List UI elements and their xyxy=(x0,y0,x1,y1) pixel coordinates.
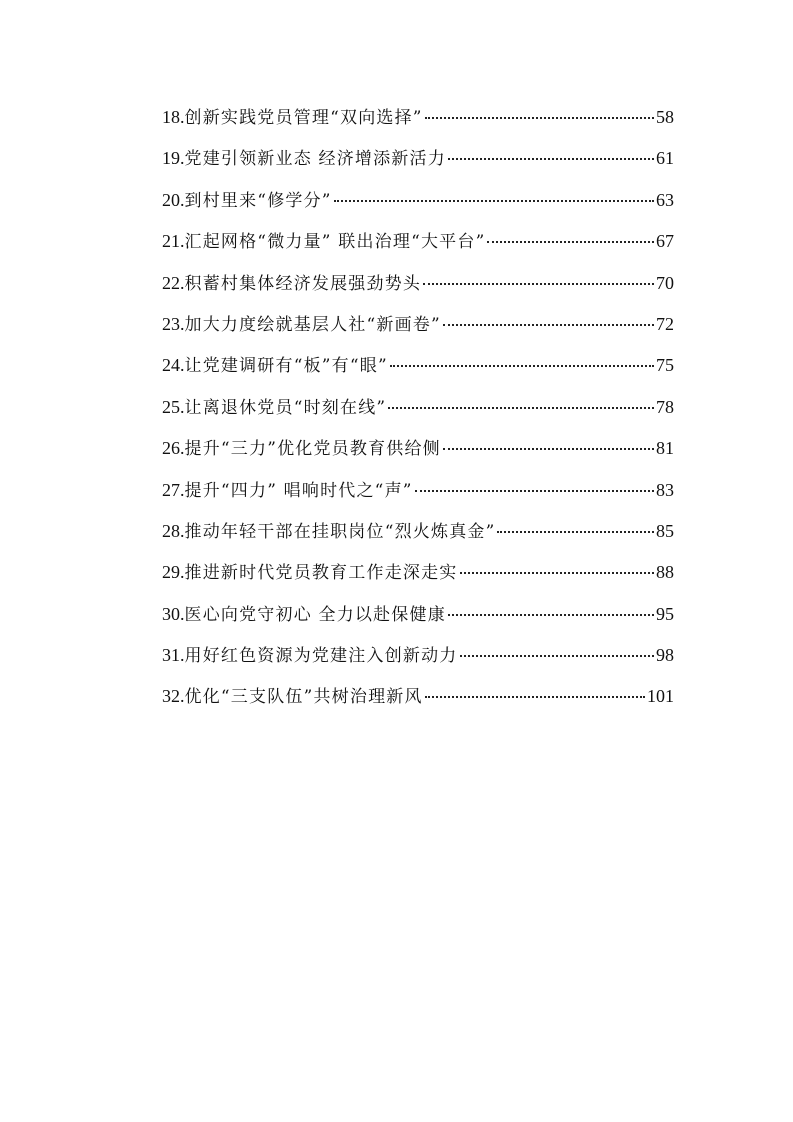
dot-leader xyxy=(423,283,654,285)
dot-leader xyxy=(390,365,654,367)
dot-leader xyxy=(334,200,654,202)
entry-number: 29. xyxy=(162,562,185,583)
dot-leader xyxy=(443,448,654,450)
entry-title: 医心向党守初心 全力以赴保健康 xyxy=(184,604,446,625)
entry-number: 24. xyxy=(162,355,185,376)
toc-entry[interactable] xyxy=(162,676,674,717)
entry-title: 积蓄村集体经济发展强劲势头 xyxy=(184,273,422,294)
toc-entry[interactable] xyxy=(162,180,674,221)
entry-number: 21. xyxy=(162,231,185,252)
entry-number: 27. xyxy=(162,479,185,500)
entry-page-number: 85 xyxy=(656,520,674,541)
toc-entry[interactable] xyxy=(162,594,674,635)
entry-page-number: 72 xyxy=(656,313,674,334)
table-of-contents xyxy=(162,97,674,718)
entry-page-number: 101 xyxy=(647,686,674,707)
dot-leader xyxy=(487,241,654,243)
dot-leader xyxy=(448,158,654,160)
dot-leader xyxy=(460,572,655,574)
entry-title: 提升“四力” 唱响时代之“声” xyxy=(184,480,413,501)
toc-entry[interactable] xyxy=(162,428,674,469)
toc-entry[interactable] xyxy=(162,552,674,593)
dot-leader xyxy=(448,614,654,616)
toc-entry[interactable] xyxy=(162,345,674,386)
entry-title: 汇起网格“微力量” 联出治理“大平台” xyxy=(184,232,486,253)
dot-leader xyxy=(388,407,654,409)
dot-leader xyxy=(425,696,645,698)
entry-number: 18. xyxy=(162,107,185,127)
entry-page-number: 63 xyxy=(656,189,674,210)
entry-page-number: 83 xyxy=(656,479,674,500)
toc-entry[interactable] xyxy=(162,97,674,138)
entry-title: 党建引领新业态 经济增添新活力 xyxy=(184,149,446,170)
entry-title: 创新实践党员管理“双向选择” xyxy=(184,108,423,128)
toc-entry[interactable] xyxy=(162,221,674,262)
toc-entry[interactable] xyxy=(162,635,674,676)
dot-leader xyxy=(443,324,654,326)
entry-number: 23. xyxy=(162,313,185,334)
entry-page-number: 78 xyxy=(656,396,674,417)
entry-page-number: 67 xyxy=(656,231,674,252)
entry-page-number: 81 xyxy=(656,438,674,459)
toc-entry[interactable] xyxy=(162,470,674,511)
toc-entry[interactable] xyxy=(162,138,674,179)
dot-leader xyxy=(425,117,654,119)
entry-number: 22. xyxy=(162,272,185,293)
entry-number: 20. xyxy=(162,189,185,210)
toc-entry[interactable] xyxy=(162,263,674,304)
entry-title: 加大力度绘就基层人社“新画卷” xyxy=(184,314,441,335)
entry-title: 让离退休党员“时刻在线” xyxy=(184,397,387,418)
entry-number: 25. xyxy=(162,396,185,417)
entry-page-number: 58 xyxy=(656,107,674,127)
entry-title: 推动年轻干部在挂职岗位“烈火炼真金” xyxy=(184,521,496,542)
entry-number: 30. xyxy=(162,603,185,624)
entry-page-number: 88 xyxy=(656,562,674,583)
entry-title: 优化“三支队伍”共树治理新风 xyxy=(184,687,423,708)
entry-number: 32. xyxy=(162,686,185,707)
entry-number: 28. xyxy=(162,520,185,541)
dot-leader xyxy=(497,531,654,533)
entry-title: 提升“三力”优化党员教育供给侧 xyxy=(184,439,441,460)
entry-page-number: 61 xyxy=(656,148,674,169)
entry-title: 推进新时代党员教育工作走深走实 xyxy=(184,563,458,584)
entry-number: 19. xyxy=(162,148,185,169)
entry-page-number: 95 xyxy=(656,603,674,624)
toc-entry[interactable] xyxy=(162,387,674,428)
dot-leader xyxy=(460,655,655,657)
entry-title: 让党建调研有“板”有“眼” xyxy=(184,356,388,377)
entry-title: 到村里来“修学分” xyxy=(184,190,332,211)
toc-entry[interactable] xyxy=(162,511,674,552)
entry-page-number: 70 xyxy=(656,272,674,293)
dot-leader xyxy=(415,490,654,492)
entry-title: 用好红色资源为党建注入创新动力 xyxy=(184,646,458,667)
toc-entry[interactable] xyxy=(162,304,674,345)
entry-number: 26. xyxy=(162,438,185,459)
entry-page-number: 98 xyxy=(656,645,674,666)
entry-number: 31. xyxy=(162,645,185,666)
entry-page-number: 75 xyxy=(656,355,674,376)
